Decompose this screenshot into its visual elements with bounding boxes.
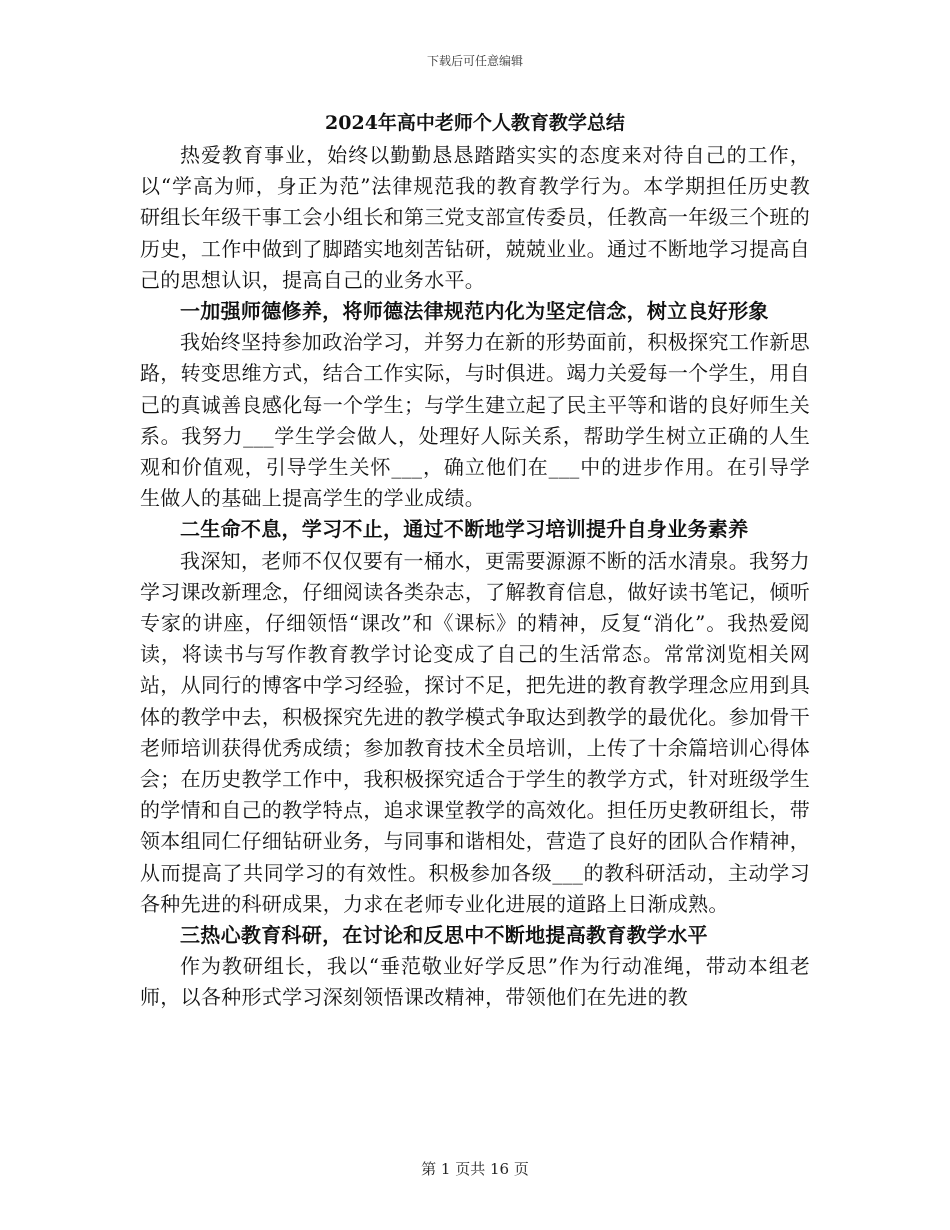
section-2-paragraph: 我深知，老师不仅仅要有一桶水，更需要源源不断的活水清泉。我努力学习课改新理念，仔细阅读各类杂志，了解教育信息，做好读书笔记，倾听专家的讲座，仔细领悟“课改”和《课标》的精神，反复“消化”。我热爱阅读，将读书与写作教育教学讨论变成了自己的生活常态。常常浏览相关网站，从同行的博客中学习经验，探讨不足，把先进的教育教学理念应用到具体的教学中去，积极探究先进的教学模式争取达到教学的最优化。参加骨干老师培训获得优秀成绩；参加教育技术全员培训，上传了十余篇培训心得体会；在历史教学工作中，我积极探究适合于学生的教学方式，针对班级学生的学情和自己的教学特点，追求课堂教学的高效化。担任历史教研组长，带领本组同仁仔细钻研业务，与同事和谐相处，营造了良好的团队合作精神，从而提高了共同学习的有效性。积极参加各级___的教科研活动，主动学习各种先进的科研成果，力求在老师专业化进展的道路上日渐成熟。 [140, 548, 810, 916]
document-body [140, 106, 810, 1014]
section-heading-3: 三热心教育科研，在讨论和反思中不断地提高教育教学水平 [180, 923, 708, 948]
document-title: 2024年高中老师个人教育教学总结 [325, 112, 625, 134]
page-header-note: 下载后可任意编辑 [426, 54, 523, 68]
section-heading-1: 一加强师德修养，将师德法律规范内化为坚定信念，树立良好形象 [180, 299, 769, 324]
section-3-paragraph: 作为教研组长，我以“垂范敬业好学反思”作为行动准绳，带动本组老师，以各种形式学习深刻领悟课改精神，带领他们在先进的教 [140, 954, 810, 1010]
section-1-paragraph: 我始终坚持参加政治学习，并努力在新的形势面前，积极探究工作新思路，转变思维方式，结合工作实际，与时俱进。竭力关爱每一个学生，用自己的真诚善良感化每一个学生；与学生建立起了民主平等和谐的良好师生关系。我努力___学生学会做人，处理好人际关系，帮助学生树立正确的人生观和价值观，引导学生关怀___，确立他们在___中的进步作用。在引导学生做人的基础上提高学生的学业成绩。 [140, 330, 810, 511]
section-heading-2: 二生命不息，学习不止，通过不断地学习培训提升自身业务素养 [180, 517, 749, 542]
page-number: 第 1 页共 16 页 [421, 1160, 529, 1178]
intro-paragraph: 热爱教育事业，始终以勤勤恳恳踏踏实实的态度来对待自己的工作，以“学高为师，身正为范”法律规范我的教育教学行为。本学期担任历史教研组长年级干事工会小组长和第三党支部宣传委员，任教高一年级三个班的历史，工作中做到了脚踏实地刻苦钻研，兢兢业业。通过不断地学习提高自己的思想认识，提高自己的业务水平。 [140, 143, 810, 292]
